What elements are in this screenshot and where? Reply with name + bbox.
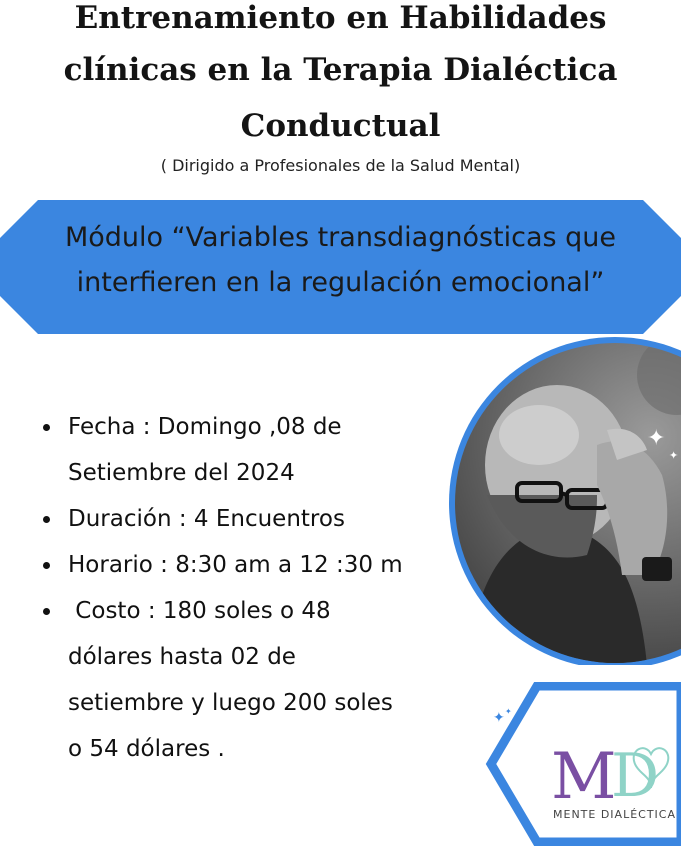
detail-line: Horario : 8:30 am a 12 :30 m <box>68 552 403 578</box>
detail-line: Costo : 180 soles o 48 <box>68 598 331 624</box>
title-line-2: clínicas en la Terapia Dialéctica <box>63 52 618 88</box>
detail-line: setiembre y luego 200 soles <box>68 690 393 716</box>
detail-line: dólares hasta 02 de <box>68 644 296 670</box>
title-line-3: Conductual <box>240 108 441 144</box>
list-item-horario <box>40 542 460 588</box>
title-line-1: Entrenamiento en Habilidades <box>74 0 607 36</box>
bullet-icon <box>43 424 50 431</box>
detail-line: Duración : 4 Encuentros <box>68 506 345 532</box>
bullet-icon <box>43 516 50 523</box>
logo-caption: MENTE DIALÉCTICA <box>553 808 677 821</box>
sparkle-icon: ✦ <box>647 426 666 451</box>
banner-line-2: interfieren en la regulación emocional” <box>76 267 605 298</box>
svg-text:✦: ✦ <box>505 707 512 716</box>
list-item-fecha <box>40 404 460 496</box>
logo-letter-d: D <box>611 741 660 811</box>
event-details-list <box>40 404 460 772</box>
mente-dialectica-logo <box>485 682 681 850</box>
detail-line: o 54 dólares . <box>68 736 225 762</box>
svg-text:✦: ✦ <box>669 449 679 462</box>
list-item-costo <box>40 588 460 772</box>
module-banner <box>0 200 681 334</box>
bullet-icon <box>43 562 50 569</box>
detail-line: Setiembre del 2024 <box>68 460 295 486</box>
detail-line: Fecha : Domingo ,08 de <box>68 414 342 440</box>
man-with-hand-on-forehead-photo <box>447 335 681 669</box>
banner-line-1: Módulo “Variables transdiagnósticas que <box>64 222 617 253</box>
sparkle-icon: ✦ <box>493 710 505 726</box>
bullet-icon <box>43 608 50 615</box>
list-item-duracion <box>40 496 460 542</box>
audience-subtitle: ( Dirigido a Profesionales de la Salud Mental) <box>160 156 521 175</box>
logo-letter-m: M <box>551 740 617 814</box>
